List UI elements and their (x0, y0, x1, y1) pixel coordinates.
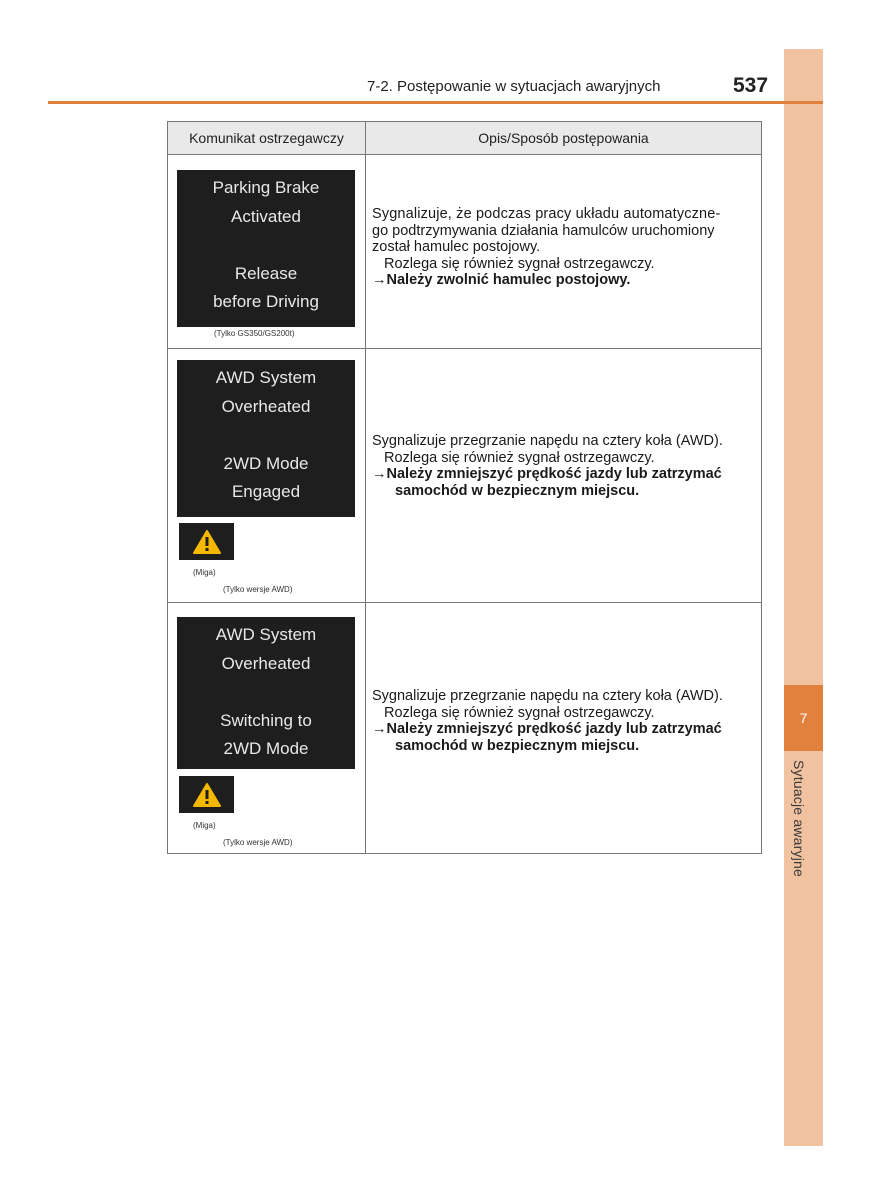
desc-sound: Rozlega się również sygnał ostrzegawczy. (384, 704, 655, 721)
warning-messages-table (167, 121, 762, 854)
header-divider (48, 101, 823, 104)
desc-line: został hamulec postojowy. (372, 239, 541, 255)
description-cell (366, 603, 761, 854)
display-line: 2WD Mode (223, 453, 309, 473)
blink-label: (Miga) (193, 568, 216, 577)
action-text: Należy zmniejszyć prędkość jazdy lub zatrzymać (386, 466, 722, 482)
display-line: Overheated (221, 396, 311, 416)
section-title: 7-2. Postępowanie w sytuacjach awaryjnych (367, 78, 661, 95)
action-text: Należy zwolnić hamulec postojowy. (386, 272, 631, 288)
desc-line: Sygnalizuje przegrzanie napędu na cztery koła (AWD). (372, 688, 723, 704)
warning-triangle-icon (192, 529, 222, 555)
description-text (372, 206, 757, 289)
chapter-side-tab (784, 49, 823, 1146)
message-cell (168, 603, 366, 854)
message-cell (168, 349, 366, 602)
warning-indicator (179, 776, 234, 813)
message-cell (168, 155, 366, 348)
display-line: before Driving (213, 292, 319, 311)
model-note: (Tylko GS350/GS200t) (214, 329, 295, 338)
display-screen (177, 360, 355, 517)
arrow-icon: → (372, 721, 387, 737)
page-number: 537 (733, 74, 769, 97)
display-screen (177, 617, 355, 769)
desc-sound: Rozlega się również sygnał ostrzegawczy. (384, 449, 655, 466)
display-line: Activated (231, 206, 301, 226)
table-row (168, 155, 761, 349)
column-header-description: Opis/Sposób postępowania (366, 122, 761, 155)
model-note: (Tylko wersje AWD) (223, 838, 293, 847)
action-text: Należy zmniejszyć prędkość jazdy lub zatrzymać (386, 721, 722, 737)
description-cell (366, 155, 761, 348)
display-screen (177, 170, 355, 327)
action-text: samochód w bezpiecznym miejscu. (395, 482, 640, 499)
display-line: 2WD Mode (223, 739, 309, 758)
display-line: Overheated (221, 653, 311, 673)
desc-line: Sygnalizuje, że podczas pracy układu automatyczne- (372, 206, 721, 222)
column-header-message: Komunikat ostrzegawczy (168, 122, 366, 155)
arrow-icon: → (372, 466, 387, 482)
warning-indicator (179, 523, 234, 560)
chapter-label: Sytuacje awaryjne (791, 760, 807, 878)
display-line: Parking Brake (212, 178, 320, 197)
model-note: (Tylko wersje AWD) (223, 585, 293, 594)
warning-triangle-icon (192, 782, 222, 808)
display-line: Switching to (220, 710, 312, 730)
table-row (168, 603, 761, 854)
table-row (168, 349, 761, 603)
description-text (372, 688, 757, 754)
display-line: AWD System (215, 368, 317, 387)
desc-line: go podtrzymywania działania hamulców uruchomiony (372, 222, 715, 239)
arrow-icon: → (372, 272, 387, 288)
action-text: samochód w bezpiecznym miejscu. (395, 737, 640, 754)
description-cell (366, 349, 761, 602)
blink-label: (Miga) (193, 821, 216, 830)
desc-line: Sygnalizuje przegrzanie napędu na cztery koła (AWD). (372, 433, 723, 449)
description-text (372, 433, 757, 499)
display-line: AWD System (215, 625, 317, 644)
desc-sound: Rozlega się również sygnał ostrzegawczy. (384, 255, 655, 272)
chapter-number-tab[interactable]: 7 (784, 685, 823, 751)
display-line: Engaged (231, 482, 301, 501)
display-line: Release (234, 263, 298, 283)
